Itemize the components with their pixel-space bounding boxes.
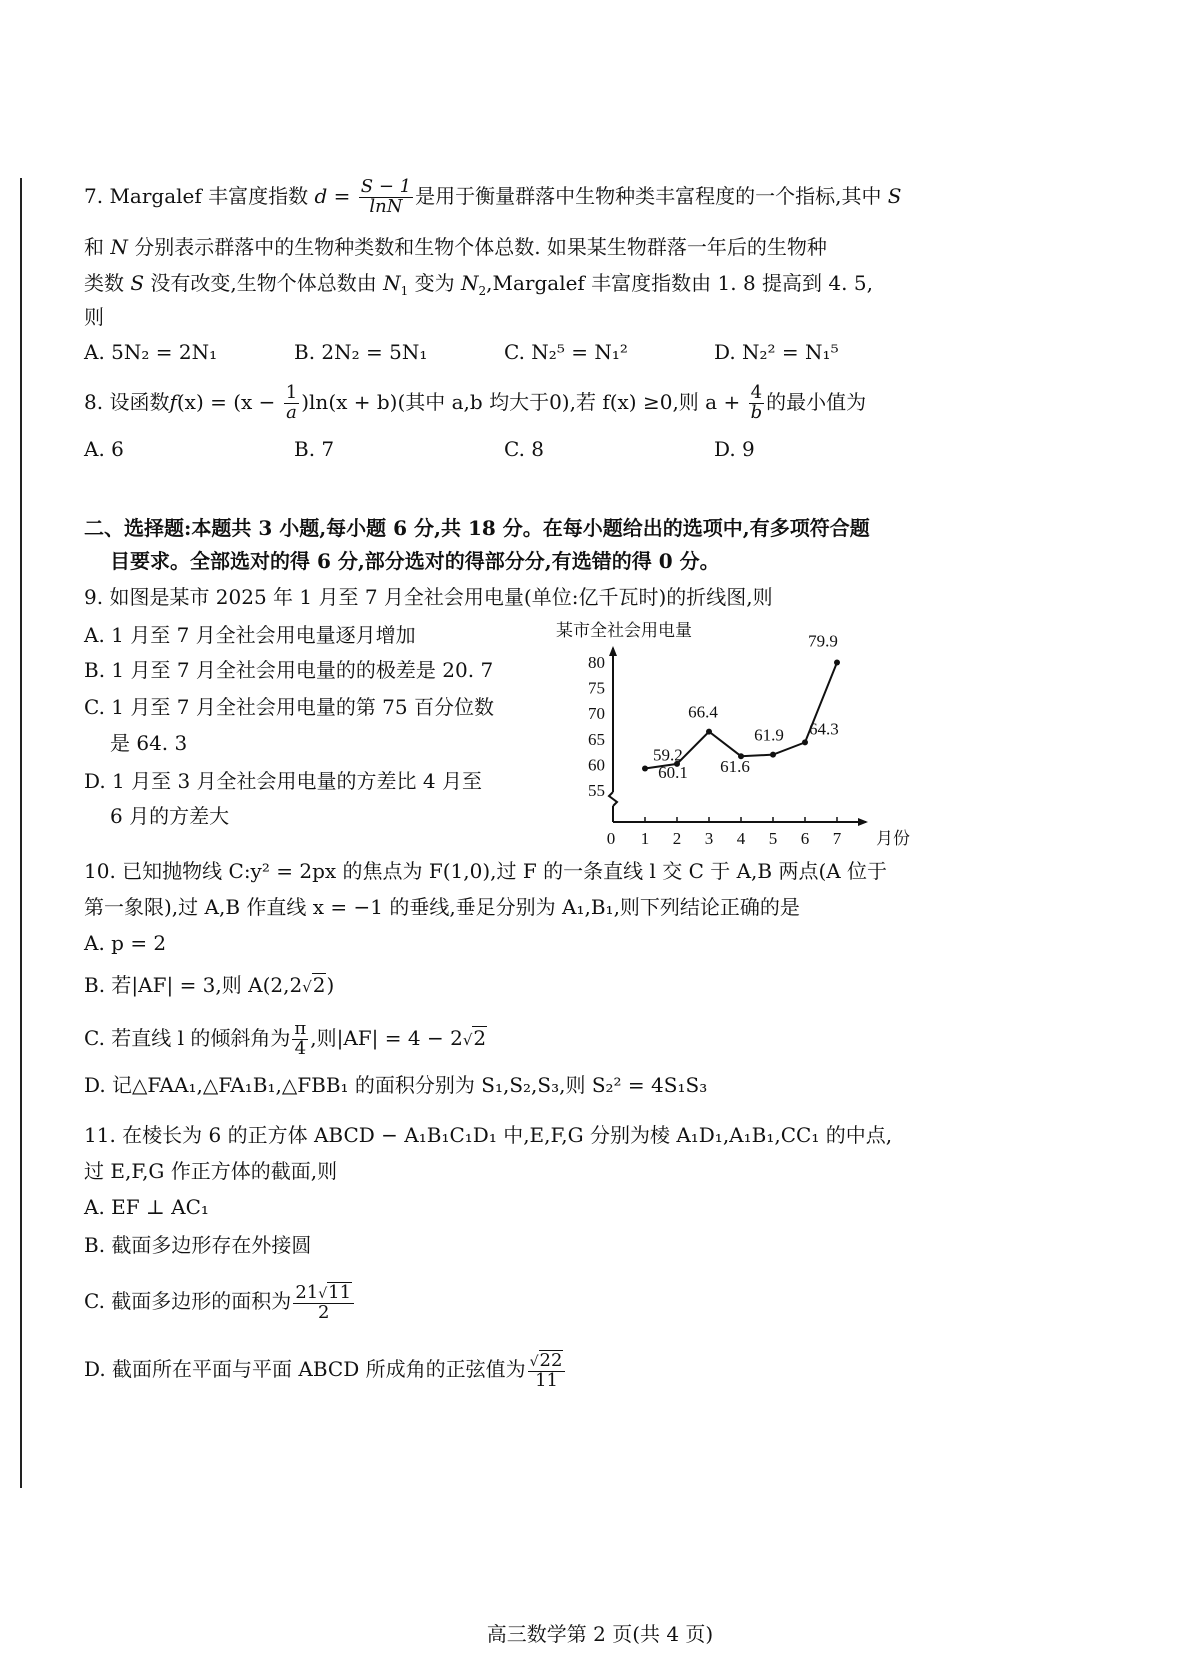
x-tick-label: 4 bbox=[736, 829, 746, 848]
y-tick-label: 65 bbox=[588, 729, 605, 749]
data-label: 61.9 bbox=[754, 725, 784, 745]
q7-formula-fraction bbox=[359, 178, 413, 217]
q8-fraction-1-over-a bbox=[284, 384, 299, 423]
q10-opt-c-mid: ,则|AF| = 4 − 2 bbox=[310, 1025, 463, 1050]
q7-line3-N2: N bbox=[461, 271, 479, 295]
x-tick-label: 3 bbox=[704, 829, 714, 848]
chart-x-label: 月份 bbox=[876, 829, 910, 848]
x-tick-label: 2 bbox=[672, 829, 682, 848]
q11-option-c[interactable] bbox=[84, 1282, 356, 1323]
q9-option-a[interactable]: A. 1 月至 7 月全社会用电量逐月增加 bbox=[84, 623, 416, 647]
q7-line3-d: ,Margalef 丰富度指数由 1. 8 提高到 4. 5, bbox=[486, 271, 873, 295]
q7-formula-den: lnN bbox=[369, 195, 403, 217]
x-tick-label: 6 bbox=[800, 829, 810, 848]
data-point bbox=[706, 729, 712, 735]
q11-option-d[interactable] bbox=[84, 1350, 567, 1391]
y-axis-break bbox=[609, 792, 617, 806]
q7-line3-a: 类数 bbox=[84, 271, 131, 295]
q7-tail: 是用于衡量群落中生物种类丰富程度的一个指标,其中 bbox=[415, 183, 882, 208]
data-label: 66.4 bbox=[688, 702, 718, 722]
q9-stem: 9. 如图是某市 2025 年 1 月至 7 月全社会用电量(单位:亿千瓦时)的折线图,则 bbox=[84, 585, 773, 609]
q7-option-b[interactable]: B. 2N₂ = 5N₁ bbox=[294, 340, 428, 364]
data-point bbox=[642, 765, 648, 771]
q8-options bbox=[84, 434, 924, 464]
data-label: 61.6 bbox=[720, 757, 750, 777]
q10-frac-den: 4 bbox=[294, 1037, 307, 1059]
q8-mid: )ln(x + b)(其中 a,b 均大于0),若 f(x) ≥0,则 a + bbox=[301, 389, 747, 414]
x-tick-label: 0 bbox=[606, 829, 616, 848]
q11-option-a[interactable]: A. EF ⊥ AC₁ bbox=[84, 1195, 209, 1219]
q7-line3-sub2: 2 bbox=[478, 284, 487, 298]
q7-option-d[interactable]: D. N₂² = N₁⁵ bbox=[714, 340, 839, 364]
q8-option-d[interactable]: D. 9 bbox=[714, 437, 755, 461]
q7-option-a[interactable]: A. 5N₂ = 2N₁ bbox=[84, 340, 218, 364]
q11-opt-c-pre: C. 截面多边形的面积为 bbox=[84, 1288, 292, 1313]
y-tick-label: 55 bbox=[588, 781, 605, 800]
data-label: 79.9 bbox=[808, 631, 838, 651]
x-tick-label: 5 bbox=[768, 829, 778, 848]
q8-f: f bbox=[169, 389, 177, 414]
q7-lead: 7. Margalef 丰富度指数 bbox=[84, 183, 309, 208]
data-point bbox=[834, 660, 840, 666]
q10-stem-line1: 10. 已知抛物线 C:y² = 2px 的焦点为 F(1,0),过 F 的一条直线 l 交 C 于 A,B 两点(A 位于 bbox=[84, 859, 888, 883]
q8-option-a[interactable]: A. 6 bbox=[84, 437, 124, 461]
section2-heading-line1: 二、选择题:本题共 3 小题,每小题 6 分,共 18 分。在每小题给出的选项中,有多项符合题 bbox=[84, 516, 870, 540]
q8-frac-den: a bbox=[286, 401, 297, 423]
q8-stem bbox=[84, 384, 866, 423]
q10-opt-b-sqrt: 2 bbox=[312, 973, 326, 997]
q8-option-b[interactable]: B. 7 bbox=[294, 437, 335, 461]
q11-option-b[interactable]: B. 截面多边形存在外接圆 bbox=[84, 1233, 312, 1257]
page-footer: 高三数学第 2 页(共 4 页) bbox=[486, 1622, 714, 1646]
q7-line2-a: 和 bbox=[84, 235, 111, 259]
q9-option-b[interactable]: B. 1 月至 7 月全社会用电量的的极差是 20. 7 bbox=[84, 658, 494, 682]
y-axis-arrow bbox=[609, 646, 617, 656]
q11-frac-num-sqrt: 11 bbox=[328, 1282, 352, 1303]
section2-heading-line2: 目要求。全部选对的得 6 分,部分选对的得部分分,有选错的得 0 分。 bbox=[110, 549, 720, 573]
q8-frac-num: 1 bbox=[285, 382, 298, 403]
data-point bbox=[802, 739, 808, 745]
q7-formula-num: S − 1 bbox=[360, 176, 412, 197]
q11-frac-num-pre: 21 bbox=[295, 1282, 319, 1303]
q10-frac-num: π bbox=[294, 1018, 307, 1039]
q11-fraction-sine: $\frac{√22}{11}$ bbox=[528, 1350, 566, 1391]
q7-line2-b: 分别表示群落中的生物种类数和生物个体总数. 如果某生物群落一年后的生物种 bbox=[127, 235, 827, 259]
q10-opt-b-pre: B. 若|AF| = 3,则 A(2,2 bbox=[84, 973, 303, 997]
x-tick-label: 7 bbox=[832, 829, 842, 848]
q7-option-c[interactable]: C. N₂⁵ = N₁² bbox=[504, 340, 628, 364]
q11-fraction-area: $\frac{21√11}{2}$ bbox=[293, 1282, 354, 1323]
q7-line2-N: N bbox=[110, 235, 128, 259]
q8-option-c[interactable]: C. 8 bbox=[504, 437, 545, 461]
q10-option-c[interactable]: C. 若直线 l 的倾斜角为 $\frac{\pi}{4}$ ,则|AF| = 4 − 2√2 bbox=[84, 1018, 487, 1059]
chart-title: 某市全社会用电量 bbox=[556, 621, 692, 640]
q7-line3-b: 没有改变,生物个体总数由 bbox=[144, 271, 384, 295]
q8-frac2-num: 4 bbox=[749, 384, 765, 404]
q10-option-a[interactable]: A. p = 2 bbox=[84, 931, 167, 955]
q7-line3-c: 变为 bbox=[408, 271, 461, 295]
q9-option-c-cont: 是 64. 3 bbox=[110, 731, 188, 755]
q11-frac-den: 2 bbox=[317, 1301, 330, 1323]
q7-options bbox=[84, 337, 924, 367]
chart-data-labels bbox=[653, 632, 839, 782]
q10-option-d[interactable]: D. 记△FAA₁,△FA₁B₁,△FBB₁ 的面积分别为 S₁,S₂,S₃,则 S₂² = 4S₁S₃ bbox=[84, 1073, 708, 1097]
q8-lead: 8. 设函数 bbox=[84, 389, 170, 414]
data-label: 60.1 bbox=[658, 762, 688, 782]
y-tick-label: 80 bbox=[588, 653, 605, 672]
q7-line1 bbox=[84, 178, 902, 217]
q9-option-c[interactable]: C. 1 月至 7 月全社会用电量的第 75 百分位数 bbox=[84, 695, 494, 719]
q11-stem-line1: 11. 在棱长为 6 的正方体 ABCD − A₁B₁C₁D₁ 中,E,F,G 分别为棱 A₁D₁,A₁B₁,CC₁ 的中点, bbox=[84, 1123, 893, 1147]
chart-y-ticks bbox=[588, 653, 605, 800]
q7-line2 bbox=[84, 232, 827, 262]
q7-line4: 则 bbox=[84, 305, 104, 329]
q8-fraction-4-over-b bbox=[749, 384, 765, 423]
q9-option-d-cont: 6 月的方差大 bbox=[110, 804, 230, 828]
x-axis-arrow bbox=[858, 818, 868, 826]
y-tick-label: 60 bbox=[588, 755, 605, 775]
q7-line3 bbox=[84, 268, 873, 298]
q11-opt-d-pre: D. 截面所在平面与平面 ABCD 所成角的正弦值为 bbox=[84, 1356, 526, 1381]
data-point bbox=[770, 752, 776, 758]
q10-fraction-pi-over-4 bbox=[292, 1020, 308, 1059]
q11-stem-line2: 过 E,F,G 作正方体的截面,则 bbox=[84, 1159, 338, 1183]
q10-opt-b-post: ) bbox=[326, 973, 335, 997]
q8-fx: (x) = (x − bbox=[176, 389, 282, 414]
q8-frac2-den: b bbox=[750, 401, 763, 423]
q10-stem-line2: 第一象限),过 A,B 作直线 x = −1 的垂线,垂足分别为 A₁,B₁,则下列结论正确的是 bbox=[84, 895, 800, 919]
q7-formula-eq: = bbox=[327, 183, 357, 208]
q11-frac2-den: 11 bbox=[535, 1369, 558, 1391]
q11-frac2-num-sqrt: 22 bbox=[539, 1350, 563, 1371]
q10-opt-c-sqrt: 2 bbox=[473, 1025, 487, 1050]
electricity-line-chart bbox=[556, 620, 930, 848]
q7-line3-sub1: 1 bbox=[400, 284, 409, 298]
x-tick-label: 1 bbox=[640, 829, 650, 848]
margin-rule bbox=[20, 178, 22, 1488]
q10-option-b[interactable]: B. 若|AF| = 3,则 A(2,2√2) bbox=[84, 973, 335, 997]
data-label: 59.2 bbox=[653, 745, 683, 765]
y-tick-label: 70 bbox=[588, 704, 605, 724]
q7-line3-S: S bbox=[130, 271, 145, 295]
q7-tail-var: S bbox=[881, 183, 902, 208]
q9-option-d[interactable]: D. 1 月至 3 月全社会用电量的方差比 4 月至 bbox=[84, 769, 482, 793]
q10-opt-c-pre: C. 若直线 l 的倾斜角为 bbox=[84, 1025, 291, 1050]
q8-tail: 的最小值为 bbox=[766, 389, 867, 414]
q7-formula-d: d bbox=[314, 183, 328, 208]
q7-line3-N1: N bbox=[383, 271, 401, 295]
data-label: 64.3 bbox=[809, 719, 839, 739]
y-tick-label: 75 bbox=[588, 678, 605, 698]
